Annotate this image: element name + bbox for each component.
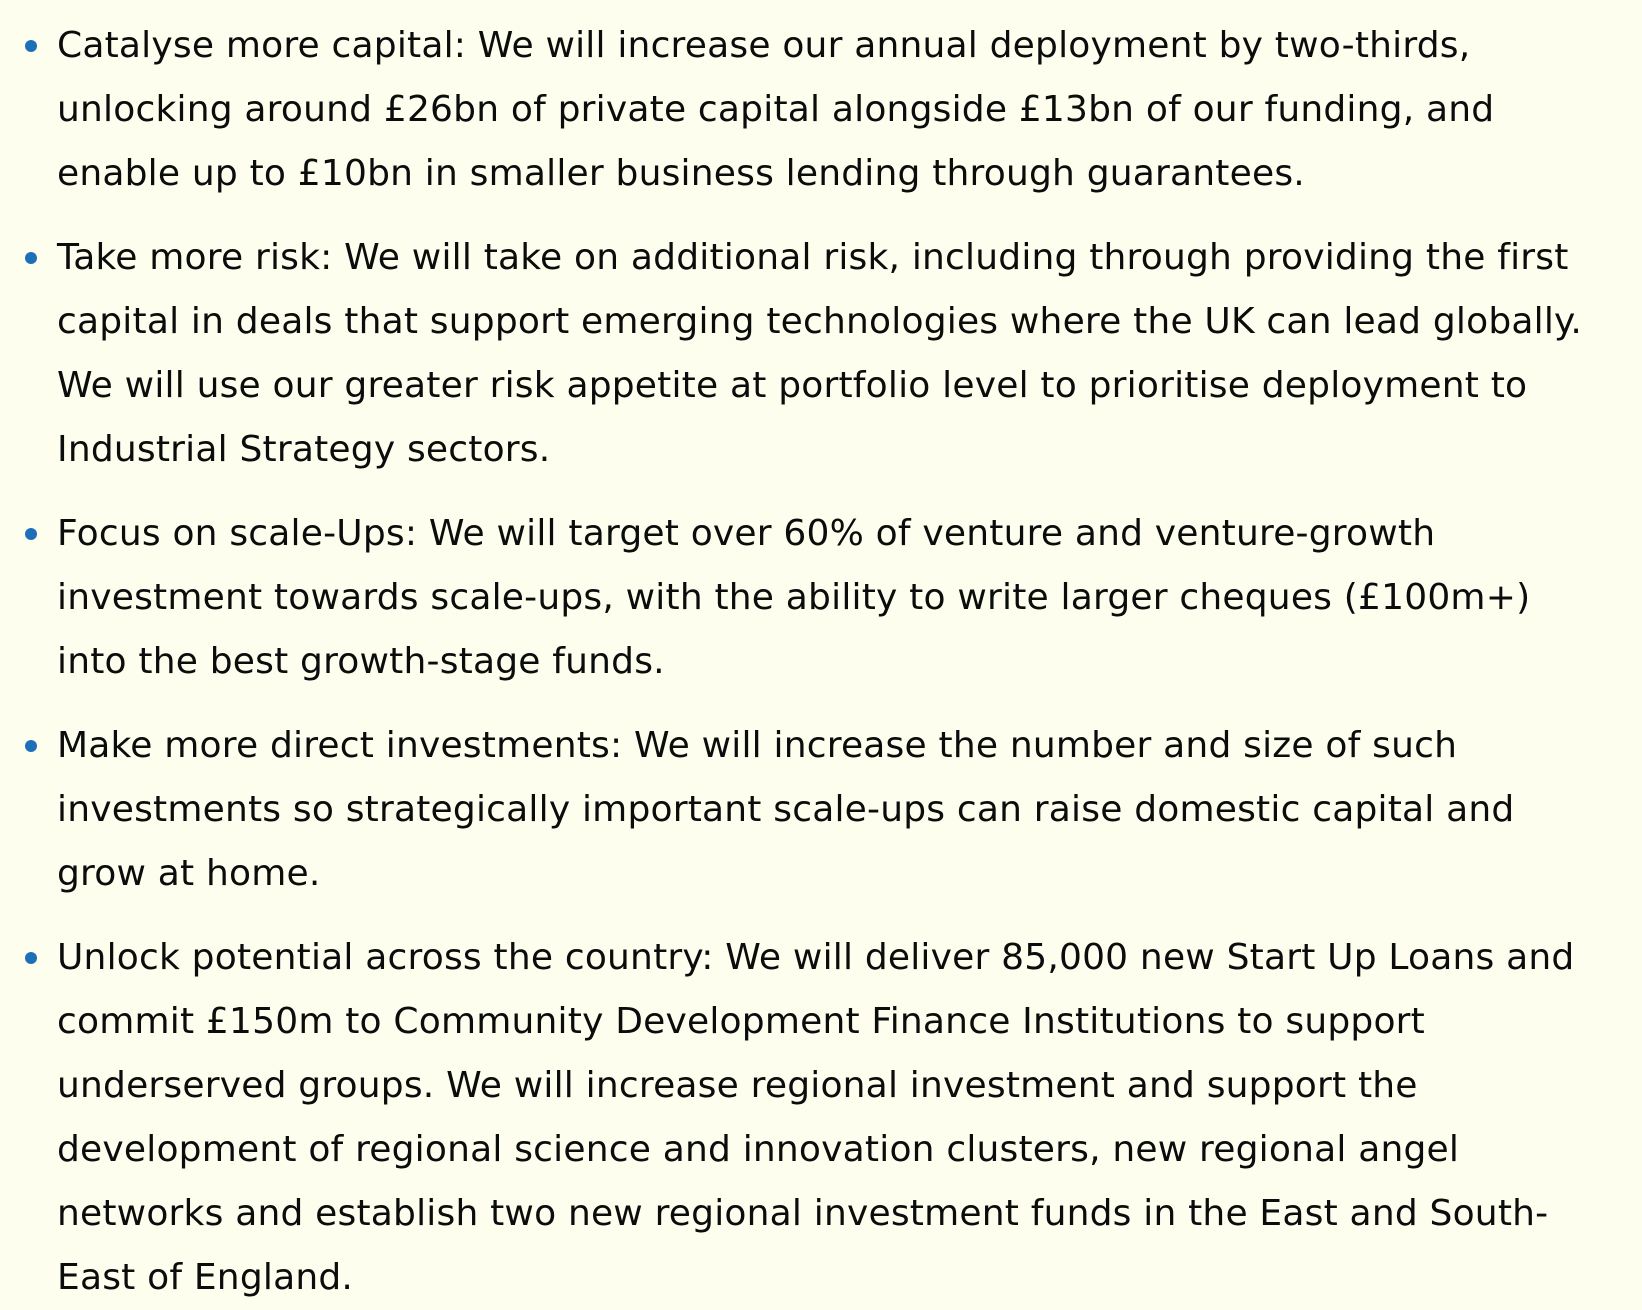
list-item-catalyse-capital [0,14,1642,206]
list-item-text: Focus on scale-Ups: We will target over 60% of venture and venture-growth investment towards scale-ups, with the ability to write larger cheques (£100m+) into the best growth-stage funds. [57,513,1531,682]
list-item-scale-ups [0,502,1642,694]
list-item-text: Catalyse more capital: We will increase our annual deployment by two-thirds, unlocking around £26bn of private capital alongside £13bn of our funding, and enable up to £10bn in smaller business lending through guarantees. [57,25,1495,194]
bullet-icon [25,528,37,540]
list-item-text: Unlock potential across the country: We will deliver 85,000 new Start Up Loans and commit £150m to Community Development Finance Institutions to support underserved groups. We will increase regional investment and support the development of regional science and innovation clusters, new regional angel networks and establish two new regional investment funds in the East and South-East of England. [57,937,1575,1298]
list-item-text: Make more direct investments: We will increase the number and size of such investments so strategically important scale-ups can raise domestic capital and grow at home. [57,725,1515,894]
list-item-direct-investments [0,714,1642,906]
bullet-icon [25,952,37,964]
list-item-take-risk [0,226,1642,482]
list-item-text: Take more risk: We will take on additional risk, including through providing the first capital in deals that support emerging technologies where the UK can lead globally. We will use our greater risk appetite at portfolio level to prioritise deployment to Industrial Strategy sectors. [57,237,1583,470]
bullet-icon [25,740,37,752]
list-item-unlock-potential [0,926,1642,1310]
bullet-icon [25,252,37,264]
bullet-icon [25,40,37,52]
